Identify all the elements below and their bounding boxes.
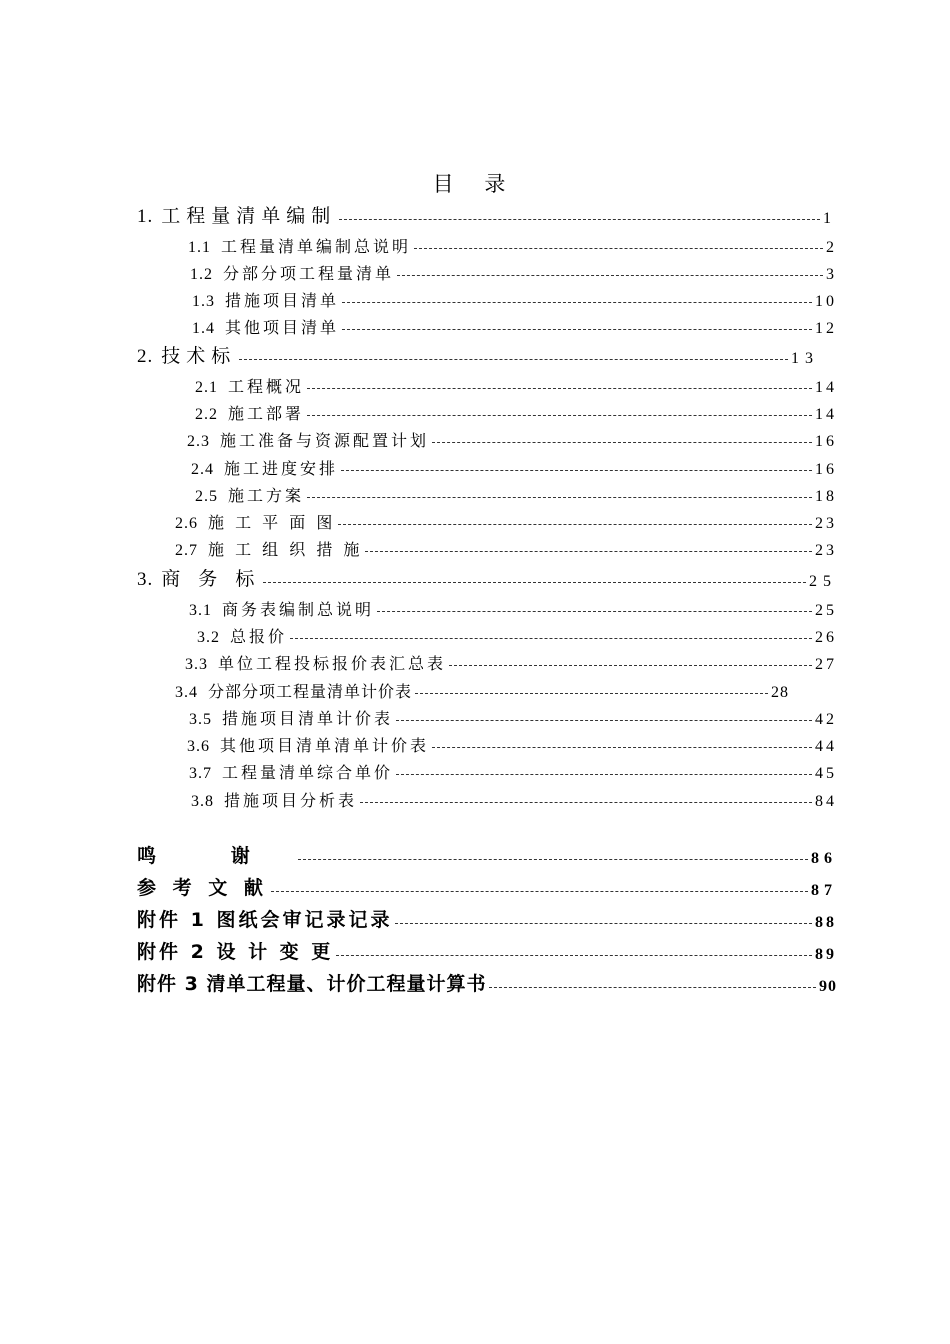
toc-label: 施工进度安排 <box>224 459 339 478</box>
toc-label: 措施项目清单 <box>225 291 340 310</box>
toc-entry-3-7[interactable] <box>189 757 837 783</box>
toc-page: 90 <box>819 978 837 995</box>
dot-leader <box>290 638 812 639</box>
toc-page: 86 <box>811 850 837 867</box>
toc-entry-2-2[interactable] <box>195 398 837 424</box>
toc-label: 总报价 <box>230 627 288 646</box>
toc-entry-1[interactable] <box>137 202 837 228</box>
toc-page: 1 <box>823 210 837 227</box>
toc-number: 2.2 <box>195 406 218 423</box>
toc-page: 2 <box>826 239 837 256</box>
toc-entry-3[interactable] <box>137 565 837 591</box>
toc-number: 2.7 <box>175 542 198 559</box>
dot-leader <box>263 582 806 583</box>
toc-page: 25 <box>815 602 837 619</box>
dot-leader <box>414 248 823 249</box>
toc-label: 工程概况 <box>228 377 305 396</box>
toc-number: 2.1 <box>195 379 218 396</box>
toc-label: 措施项目清单计价表 <box>222 709 394 728</box>
toc-entry-2-5[interactable] <box>195 480 837 506</box>
toc-label: 附件 3 清单工程量、计价工程量计算书 <box>137 973 487 995</box>
toc-label: 附件 2 设 计 变 更 <box>137 941 334 963</box>
toc-page: 14 <box>815 379 837 396</box>
dot-leader <box>489 987 816 988</box>
toc-page: 16 <box>815 461 837 478</box>
toc-entry-3-2[interactable] <box>197 621 837 647</box>
toc-entry-1-4[interactable] <box>192 312 837 338</box>
toc-entry-2-6[interactable] <box>175 507 837 533</box>
toc-entry-3-5[interactable] <box>189 703 837 729</box>
dot-leader <box>307 388 812 389</box>
toc-label: 参 考 文 献 <box>137 877 268 899</box>
toc-entry-acknowledgements[interactable] <box>137 842 837 868</box>
toc-number: 3.1 <box>189 602 212 619</box>
toc-page: 87 <box>811 882 837 899</box>
toc-entry-references[interactable] <box>137 874 837 900</box>
toc-number: 1.4 <box>192 320 215 337</box>
toc-entry-appendix-2[interactable] <box>137 938 837 964</box>
toc-entry-2[interactable] <box>137 342 819 368</box>
toc-number: 1.3 <box>192 293 215 310</box>
toc-number: 3.5 <box>189 711 212 728</box>
dot-leader <box>449 665 812 666</box>
toc-entry-1-2[interactable] <box>190 258 837 284</box>
dot-leader <box>307 415 812 416</box>
dot-leader <box>432 747 812 748</box>
dot-leader <box>360 802 812 803</box>
toc-entry-2-4[interactable] <box>191 453 837 479</box>
dot-leader <box>336 955 812 956</box>
toc-entry-2-1[interactable] <box>195 371 837 397</box>
toc-label: 工程量清单编制总说明 <box>221 237 412 256</box>
toc-page: 42 <box>815 711 837 728</box>
toc-entry-3-1[interactable] <box>189 594 837 620</box>
toc-page: 25 <box>809 573 837 590</box>
dot-leader <box>339 219 820 220</box>
toc-label: 措施项目分析表 <box>224 791 358 810</box>
toc-label: 单位工程投标报价表汇总表 <box>218 654 447 673</box>
dot-leader <box>395 923 812 924</box>
toc-label: 施 工 组 织 措 施 <box>208 540 363 559</box>
dot-leader <box>239 359 788 360</box>
toc-number: 1.2 <box>190 266 213 283</box>
toc-number: 3. <box>137 569 154 590</box>
dot-leader <box>342 329 812 330</box>
toc-label: 工程量清单综合单价 <box>222 763 394 782</box>
toc-entry-3-3[interactable] <box>185 648 837 674</box>
toc-page: 12 <box>815 320 837 337</box>
dot-leader <box>271 891 808 892</box>
toc-page: 18 <box>815 488 837 505</box>
toc-page: 16 <box>815 433 837 450</box>
dot-leader <box>298 859 808 860</box>
dot-leader <box>377 611 812 612</box>
toc-number: 1.1 <box>188 239 211 256</box>
dot-leader <box>396 720 812 721</box>
toc-page: 89 <box>815 946 837 963</box>
toc-page: 23 <box>815 542 837 559</box>
toc-label: 鸣 谢 <box>137 845 255 867</box>
toc-label: 工程量清单编制 <box>161 205 337 227</box>
toc-page: 84 <box>815 793 837 810</box>
toc-label: 技术标 <box>161 345 237 367</box>
toc-label: 其他项目清单清单计价表 <box>220 736 430 755</box>
toc-entry-2-3[interactable] <box>187 425 837 451</box>
toc-page: 45 <box>815 765 837 782</box>
toc-number: 2.3 <box>187 433 210 450</box>
toc-number: 3.6 <box>187 738 210 755</box>
toc-entry-1-1[interactable] <box>188 231 837 257</box>
toc-page: 26 <box>815 629 837 646</box>
toc-label: 分部分项工程量清单 <box>223 264 395 283</box>
toc-number: 2.5 <box>195 488 218 505</box>
toc-page: 10 <box>815 293 837 310</box>
dot-leader <box>432 442 812 443</box>
toc-label: 施工方案 <box>228 486 305 505</box>
toc-page: 27 <box>815 656 837 673</box>
dot-leader <box>397 275 823 276</box>
toc-page: 28 <box>771 684 789 701</box>
toc-label: 施 工 平 面 图 <box>208 513 336 532</box>
dot-leader <box>396 774 812 775</box>
toc-page: 3 <box>826 266 837 283</box>
toc-page: 44 <box>815 738 837 755</box>
toc-entry-appendix-1[interactable] <box>137 906 837 932</box>
dot-leader <box>342 302 812 303</box>
toc-entry-3-4[interactable] <box>175 676 789 702</box>
toc-entry-2-7[interactable] <box>175 534 837 560</box>
toc-number: 3.8 <box>191 793 214 810</box>
toc-number: 2.4 <box>191 461 214 478</box>
toc-entry-1-3[interactable] <box>192 285 837 311</box>
dot-leader <box>365 551 812 552</box>
toc-number: 2.6 <box>175 515 198 532</box>
toc-label: 商务表编制总说明 <box>222 600 375 619</box>
toc-number: 1. <box>137 206 154 227</box>
toc-entry-3-6[interactable] <box>187 730 837 756</box>
toc-entry-3-8[interactable] <box>191 785 837 811</box>
dot-leader <box>307 497 812 498</box>
toc-page: 14 <box>815 406 837 423</box>
dot-leader <box>415 693 768 694</box>
toc-label: 施工准备与资源配置计划 <box>220 431 430 450</box>
toc-number: 3.3 <box>185 656 208 673</box>
toc-number: 2. <box>137 346 154 367</box>
toc-label: 其他项目清单 <box>225 318 340 337</box>
toc-label: 附件 1 图纸会审记录记录 <box>137 909 393 931</box>
toc-label: 商 务 标 <box>161 568 261 590</box>
toc-page: 23 <box>815 515 837 532</box>
toc-page: 88 <box>815 914 837 931</box>
toc-label: 分部分项工程量清单计价表 <box>208 682 413 701</box>
toc-label: 施工部署 <box>228 404 305 423</box>
dot-leader <box>338 524 812 525</box>
dot-leader <box>341 470 812 471</box>
toc-number: 3.2 <box>197 629 220 646</box>
toc-number: 3.7 <box>189 765 212 782</box>
toc-entry-appendix-3[interactable] <box>137 970 837 996</box>
page-title: 目 录 <box>432 172 518 196</box>
toc-page: 13 <box>791 350 819 367</box>
toc-number: 3.4 <box>175 684 198 701</box>
